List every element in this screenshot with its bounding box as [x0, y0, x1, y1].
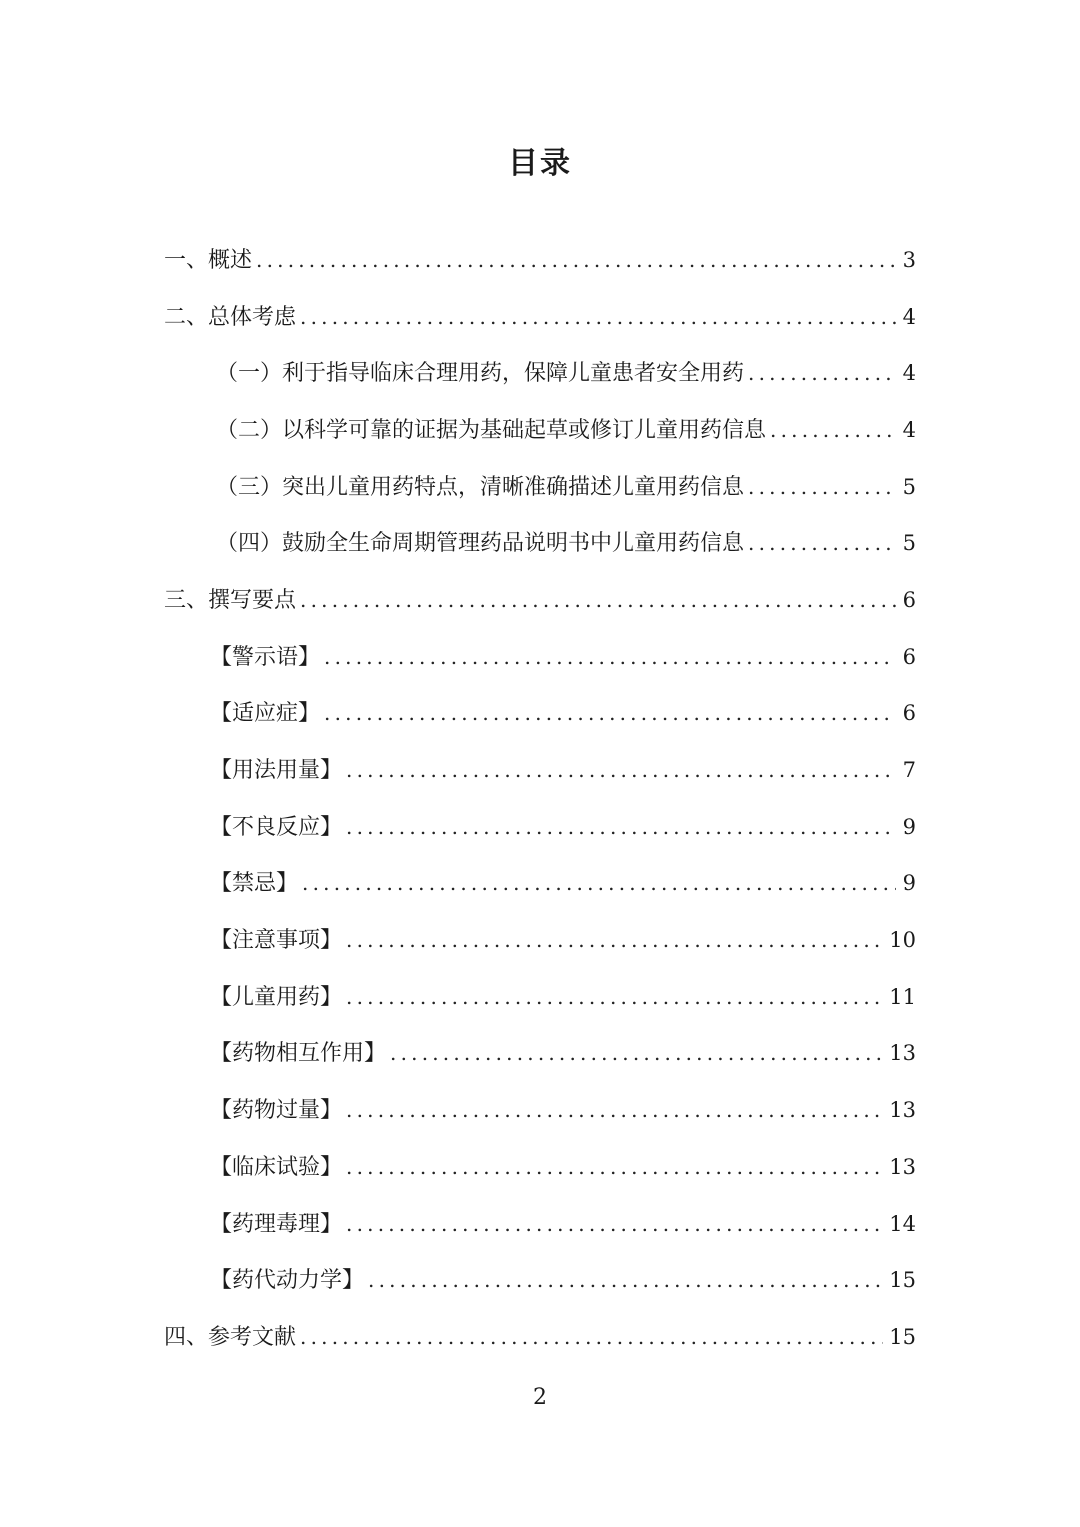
toc-entry-text: 【药物过量】	[210, 1098, 343, 1124]
toc-entry-text: 【药代动力学】	[210, 1268, 365, 1294]
toc-list	[0, 232, 1080, 1366]
toc-entry[interactable]	[0, 289, 1080, 346]
toc-dot-leader	[302, 868, 896, 898]
toc-dot-leader	[346, 1152, 883, 1182]
toc-entry-text: 一、概述	[164, 247, 253, 273]
toc-page-number: 13	[889, 1041, 916, 1066]
toc-dot-leader	[300, 302, 896, 332]
toc-dot-leader	[346, 982, 883, 1012]
toc-dot-leader	[346, 1209, 883, 1239]
toc-dot-leader	[390, 1038, 883, 1068]
toc-dot-leader	[346, 925, 883, 955]
toc-dot-leader	[346, 812, 896, 842]
toc-dot-leader	[300, 1322, 883, 1352]
toc-entry-text: 【用法用量】	[210, 758, 343, 784]
toc-page-number: 13	[889, 1098, 916, 1123]
toc-entry[interactable]	[0, 1252, 1080, 1309]
toc-page-number: 10	[889, 928, 916, 953]
toc-entry-text: （四）鼓励全生命周期管理药品说明书中儿童用药信息	[216, 531, 745, 557]
toc-entry[interactable]	[0, 232, 1080, 289]
toc-dot-leader	[256, 245, 896, 275]
toc-title: 目录	[508, 146, 572, 181]
toc-entry[interactable]	[0, 629, 1080, 686]
toc-entry-text: 【不良反应】	[210, 814, 343, 840]
toc-entry[interactable]	[0, 1139, 1080, 1196]
toc-page-number: 9	[902, 871, 916, 896]
toc-entry-text: 【药理毒理】	[210, 1211, 343, 1237]
toc-entry[interactable]	[0, 1026, 1080, 1083]
toc-dot-leader	[300, 585, 896, 615]
toc-entry-text: 【禁忌】	[210, 871, 299, 897]
toc-entry[interactable]	[0, 1082, 1080, 1139]
toc-entry[interactable]	[0, 969, 1080, 1026]
toc-entry-text: 【警示语】	[210, 644, 321, 670]
toc-entry[interactable]	[0, 459, 1080, 516]
toc-page-number: 9	[902, 814, 916, 839]
page-number: 2	[533, 1385, 547, 1410]
toc-entry[interactable]	[0, 515, 1080, 572]
toc-dot-leader	[324, 698, 896, 728]
toc-page-number: 6	[902, 701, 916, 726]
toc-entry-text: 【药物相互作用】	[210, 1041, 387, 1067]
toc-entry[interactable]	[0, 402, 1080, 459]
toc-page-number: 13	[889, 1154, 916, 1179]
toc-dot-leader	[346, 755, 896, 785]
toc-entry[interactable]	[0, 742, 1080, 799]
toc-page-number: 4	[902, 361, 916, 386]
toc-page-number: 6	[902, 587, 916, 612]
toc-entry[interactable]	[0, 799, 1080, 856]
toc-page-number: 4	[902, 304, 916, 329]
toc-page-number: 4	[902, 417, 916, 442]
toc-entry-text: 【适应症】	[210, 701, 321, 727]
toc-entry-text: （一）利于指导临床合理用药，保障儿童患者安全用药	[216, 361, 745, 387]
toc-entry-text: （二）以科学可靠的证据为基础起草或修订儿童用药信息	[216, 417, 767, 443]
toc-entry[interactable]	[0, 1309, 1080, 1366]
toc-page-number: 3	[902, 247, 916, 272]
toc-entry[interactable]	[0, 345, 1080, 402]
toc-dot-leader	[368, 1265, 883, 1295]
toc-dot-leader	[748, 358, 896, 388]
toc-page-number: 15	[889, 1268, 916, 1293]
toc-dot-leader	[346, 1095, 883, 1125]
toc-page-number: 15	[889, 1324, 916, 1349]
toc-entry-text: 【注意事项】	[210, 928, 343, 954]
toc-entry[interactable]	[0, 1196, 1080, 1253]
toc-entry[interactable]	[0, 686, 1080, 743]
toc-dot-leader	[324, 642, 896, 672]
toc-entry-text: （三）突出儿童用药特点，清晰准确描述儿童用药信息	[216, 474, 745, 500]
toc-entry-text: 四、参考文献	[164, 1324, 297, 1350]
toc-page-number: 5	[902, 474, 916, 499]
toc-entry[interactable]	[0, 856, 1080, 913]
toc-dot-leader	[748, 472, 896, 502]
toc-entry[interactable]	[0, 572, 1080, 629]
toc-dot-leader	[770, 415, 896, 445]
toc-entry[interactable]	[0, 912, 1080, 969]
toc-entry-text: 【儿童用药】	[210, 984, 343, 1010]
toc-dot-leader	[748, 528, 896, 558]
toc-page-number: 11	[889, 984, 916, 1009]
toc-page-number: 6	[902, 644, 916, 669]
toc-entry-text: 二、总体考虑	[164, 304, 297, 330]
toc-page-number: 14	[889, 1211, 916, 1236]
toc-page-number: 5	[902, 531, 916, 556]
toc-page-number: 7	[902, 758, 916, 783]
toc-entry-text: 【临床试验】	[210, 1154, 343, 1180]
toc-entry-text: 三、撰写要点	[164, 587, 297, 613]
